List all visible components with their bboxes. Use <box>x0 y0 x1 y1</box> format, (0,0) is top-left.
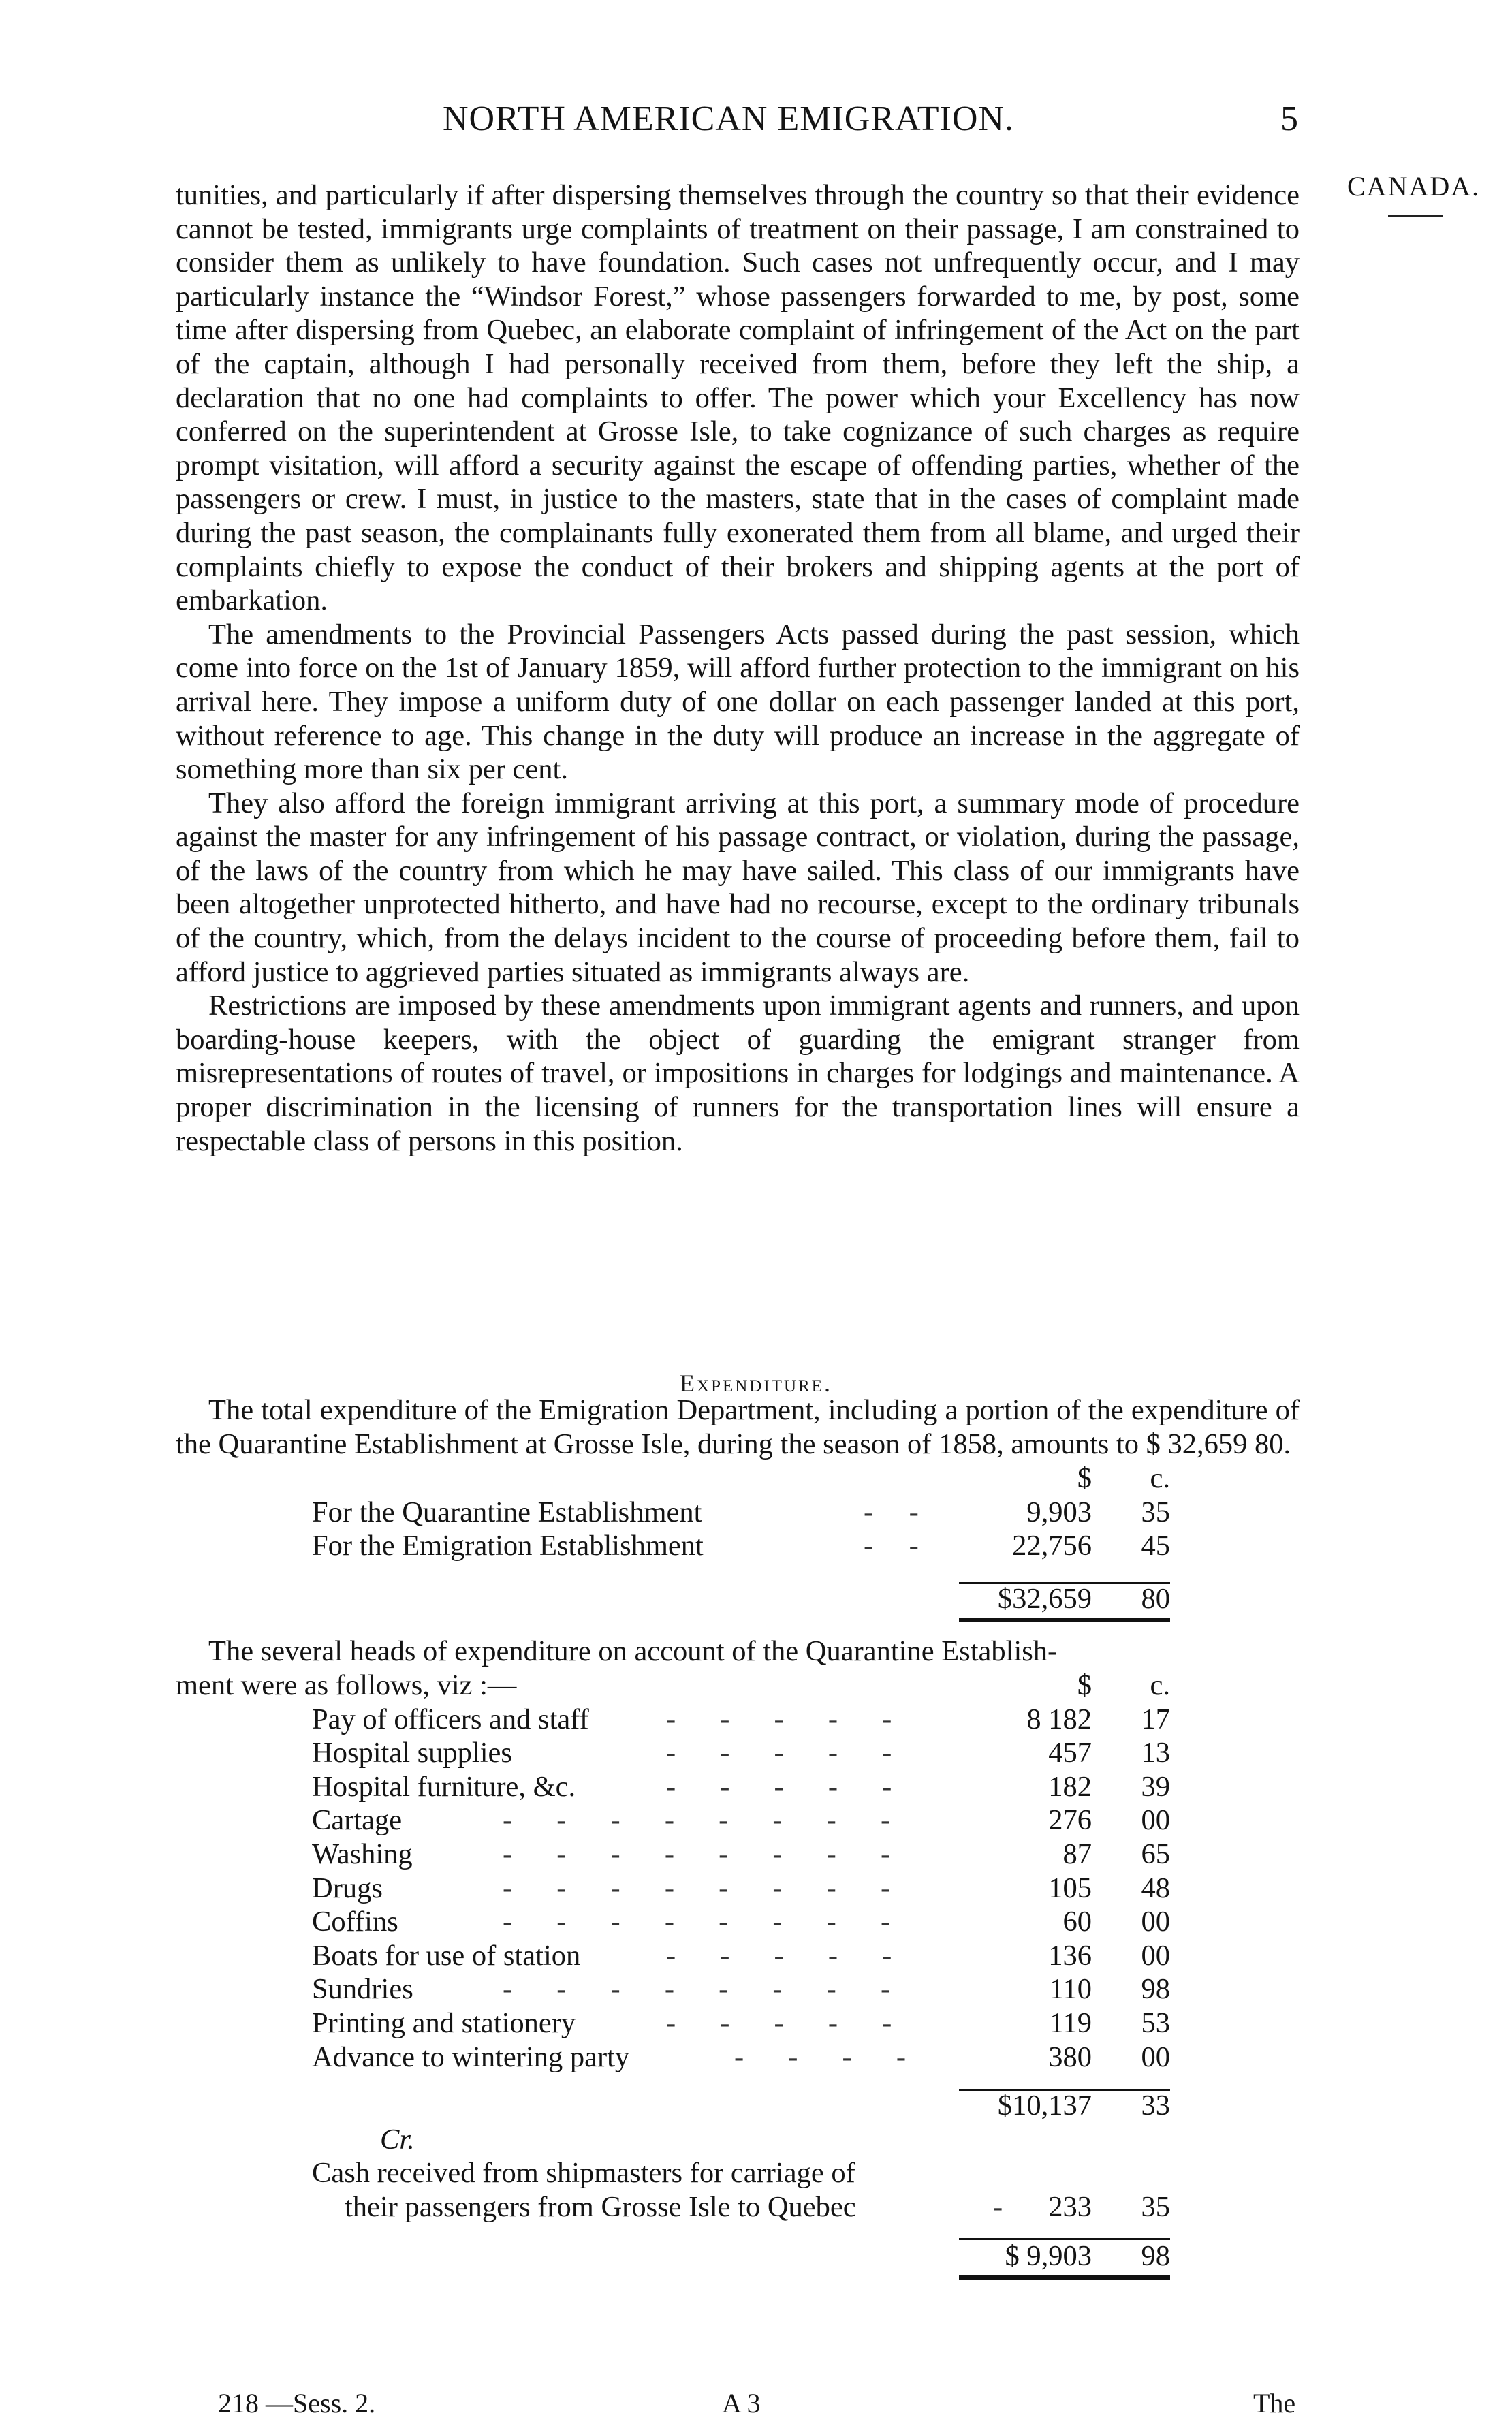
row-label: Coffins <box>312 1906 398 1938</box>
row-cents: 13 <box>1141 1737 1170 1769</box>
cash-dollars: 233 <box>1048 2190 1092 2223</box>
row-cents: 65 <box>1141 1838 1170 1870</box>
leader-dots: - - <box>864 1530 920 1562</box>
table-row <box>176 1529 1170 1563</box>
row-cents: 00 <box>1141 1939 1170 1972</box>
row-cents: 98 <box>1141 1973 1170 2006</box>
leader-dots: - - - - - - - - <box>503 1838 892 1870</box>
leader-dots: - - - - - <box>666 1703 894 1735</box>
row-label: Hospital supplies <box>312 1737 512 1769</box>
page-footer <box>0 2387 1512 2428</box>
row-dollars: 87 <box>1062 1838 1092 1870</box>
leader-dots: - <box>993 2190 1005 2223</box>
row-cents: 48 <box>1141 1872 1170 1904</box>
row-label: Advance to wintering party <box>312 2040 630 2073</box>
row-dollars: 105 <box>1048 1872 1092 1904</box>
leader-dots: - - - - - - - - <box>503 1872 892 1904</box>
net-cents: 98 <box>1141 2239 1170 2272</box>
cash-cents: 35 <box>1141 2190 1170 2223</box>
table-row <box>176 1703 1170 1737</box>
row-cents: 39 <box>1141 1770 1170 1803</box>
row-label: Sundries <box>312 1973 413 2006</box>
paragraph-2: The amendments to the Provincial Passengers Acts passed during the past session, which come into force on the 1st of January 1859, will afford further protection to the immigrant on his arrival here. They impose a uniform duty of one dollar on each passenger landed at this port, without reference to age. This change in the duty will produce an increase in the aggregate of something more than six per cent. <box>176 618 1300 786</box>
quarantine-table <box>176 1669 1170 2277</box>
running-title: NORTH AMERICAN EMIGRATION. <box>443 99 1014 138</box>
cash-row <box>176 2190 1170 2224</box>
row-dollars: 110 <box>1049 1973 1092 2006</box>
cash-label-line-1: Cash received from shipmasters for carriage of <box>312 2157 855 2190</box>
row-label: For the Emigration Establishment <box>312 1530 704 1562</box>
row-cents: 45 <box>1141 1530 1170 1562</box>
row-cents: 17 <box>1141 1703 1170 1735</box>
row-cents: 00 <box>1141 2040 1170 2073</box>
subtotal-row <box>176 2089 1170 2123</box>
column-headers <box>176 1462 1170 1496</box>
leader-dots: - - - - - <box>666 1770 894 1803</box>
row-dollars: 22,756 <box>1012 1530 1092 1562</box>
leader-dots: - - - - - <box>666 1939 894 1972</box>
row-cents: 35 <box>1141 1496 1170 1528</box>
row-dollars: 380 <box>1048 2040 1092 2073</box>
leader-dots: - - <box>864 1496 920 1528</box>
net-dollars: $ 9,903 <box>1005 2239 1092 2272</box>
signature-mark: 218 —Sess. 2. <box>218 2388 376 2418</box>
page-header <box>0 99 1512 153</box>
table-row <box>176 2040 1170 2075</box>
table-row <box>176 1736 1170 1770</box>
table-row <box>176 2006 1170 2040</box>
row-dollars: 136 <box>1048 1939 1092 1972</box>
row-label: Drugs <box>312 1872 383 1904</box>
row-dollars: 182 <box>1048 1770 1092 1803</box>
expenditure-intro <box>176 1393 1300 1461</box>
row-label: Washing <box>312 1838 413 1870</box>
row-dollars: 9,903 <box>1026 1496 1092 1528</box>
margin-note: CANADA. <box>1347 171 1481 202</box>
quarantine-intro-line-2: ment were as follows, viz :— <box>176 1669 517 1701</box>
leader-dots: - - - - <box>734 2040 907 2073</box>
column-headers <box>176 1669 1170 1703</box>
table-row <box>176 1496 1170 1530</box>
page-number: 5 <box>1280 99 1298 138</box>
subtotal-dollars: $10,137 <box>997 2090 1092 2122</box>
total-cents: 80 <box>1141 1582 1170 1615</box>
table-row <box>176 1872 1170 1906</box>
cash-label-line-2: their passengers from Grosse Isle to Quebec <box>345 2190 856 2223</box>
quarantine-intro-line-1: The several heads of expenditure on account of the Quarantine Establish- <box>208 1635 1058 1667</box>
leader-dots: - - - - - - - - <box>503 1906 892 1938</box>
catchword: The <box>1253 2388 1296 2418</box>
row-dollars: 457 <box>1048 1737 1092 1769</box>
sheet-mark: A 3 <box>722 2388 761 2418</box>
row-cents: 00 <box>1141 1906 1170 1938</box>
row-label: For the Quarantine Establishment <box>312 1496 702 1528</box>
leader-dots: - - - - - - - - <box>503 1804 892 1837</box>
row-dollars: 119 <box>1049 2006 1092 2039</box>
row-dollars: 8 182 <box>1026 1703 1092 1735</box>
row-label: Pay of officers and staff <box>312 1703 589 1735</box>
row-label: Printing and stationery <box>312 2006 576 2039</box>
paragraph-1: tunities, and particularly if after dispersing themselves through the country so that their evidence cannot be tested, immigrants urge complaints of treatment on their passage, I am constrained to consider them as unlikely to have foundation. Such cases not unfrequently occur, and I may particularly instance the “Windsor Forest,” whose passengers forwarded to me, by post, some time after dispersing from Quebec, an elaborate complaint of infringement of the Act on the part of the captain, although I had personally received from them, before they left the ship, a declaration that no one had complaints to offer. The power which your Excellency has now conferred on the superintendent at Grosse Isle, to take cognizance of such charges as require prompt visitation, will afford a security against the escape of offending parties, whether of the passengers or crew. I must, in justice to the masters, state that in the cases of complaint made during the past season, the complainants fully exonerated them from all blame, and urged their complaints chiefly to expose the conduct of their brokers and shipping agents at the port of embarkation. <box>176 179 1300 617</box>
cash-row-line-1 <box>176 2156 1170 2190</box>
row-dollars: 276 <box>1048 1804 1092 1837</box>
table-row <box>176 1838 1170 1872</box>
leader-dots: - - - - - <box>666 1737 894 1769</box>
row-label: Cartage <box>312 1804 403 1837</box>
dollars-header: $ <box>1077 1669 1092 1701</box>
table-row <box>176 1972 1170 2006</box>
row-dollars: 60 <box>1062 1906 1092 1938</box>
table-row <box>176 1905 1170 1939</box>
section-title: Expenditure. <box>680 1370 832 1397</box>
table-row <box>176 1770 1170 1804</box>
expenditure-intro-text: The total expenditure of the Emigration Department, including a portion of the expenditure of the Quarantine Establishment at Grosse Isle, during the season of 1858, amounts to $ 32,659 80. <box>176 1394 1300 1460</box>
table-row <box>176 1939 1170 1973</box>
net-row <box>176 2239 1170 2273</box>
row-cents: 00 <box>1141 1804 1170 1837</box>
subtotal-cents: 33 <box>1141 2090 1170 2122</box>
total-dollars: $32,659 <box>997 1582 1092 1615</box>
leader-dots: - - - - - <box>666 2006 894 2039</box>
margin-rule <box>1388 215 1443 217</box>
expenditure-summary-table <box>176 1462 1170 1620</box>
cents-header: c. <box>1150 1462 1170 1494</box>
cents-header: c. <box>1150 1669 1170 1701</box>
credit-heading-row <box>176 2123 1170 2157</box>
row-label: Hospital furniture, &c. <box>312 1770 576 1803</box>
row-label: Boats for use of station <box>312 1939 581 1972</box>
table-row <box>176 1803 1170 1838</box>
dollars-header: $ <box>1077 1462 1092 1494</box>
row-cents: 53 <box>1141 2006 1170 2039</box>
total-row <box>176 1582 1170 1616</box>
leader-dots: - - - - - - - - <box>503 1973 892 2006</box>
body-text <box>176 178 1300 1158</box>
credit-label: Cr. <box>380 2123 415 2156</box>
paragraph-4: Restrictions are imposed by these amendments upon immigrant agents and runners, and upon boarding-house keepers, with the object of guarding the emigrant stranger from misrepresentations of routes of travel, or impositions in charges for lodgings and maintenance. A proper discrimination in the licensing of runners for the transportation lines will ensure a respectable class of persons in this position. <box>176 990 1300 1157</box>
paragraph-3: They also afford the foreign immigrant arriving at this port, a summary mode of procedure against the master for any infringement of his passage contract, or violation, during the passage, of the laws of the country from which he may have sailed. This class of our immigrants have been altogether unprotected hitherto, and have had no recourse, except to the ordinary tribunals of the country, which, from the delays incident to the course of proceeding before them, fail to afford justice to aggrieved parties situated as immigrants always are. <box>176 787 1300 988</box>
